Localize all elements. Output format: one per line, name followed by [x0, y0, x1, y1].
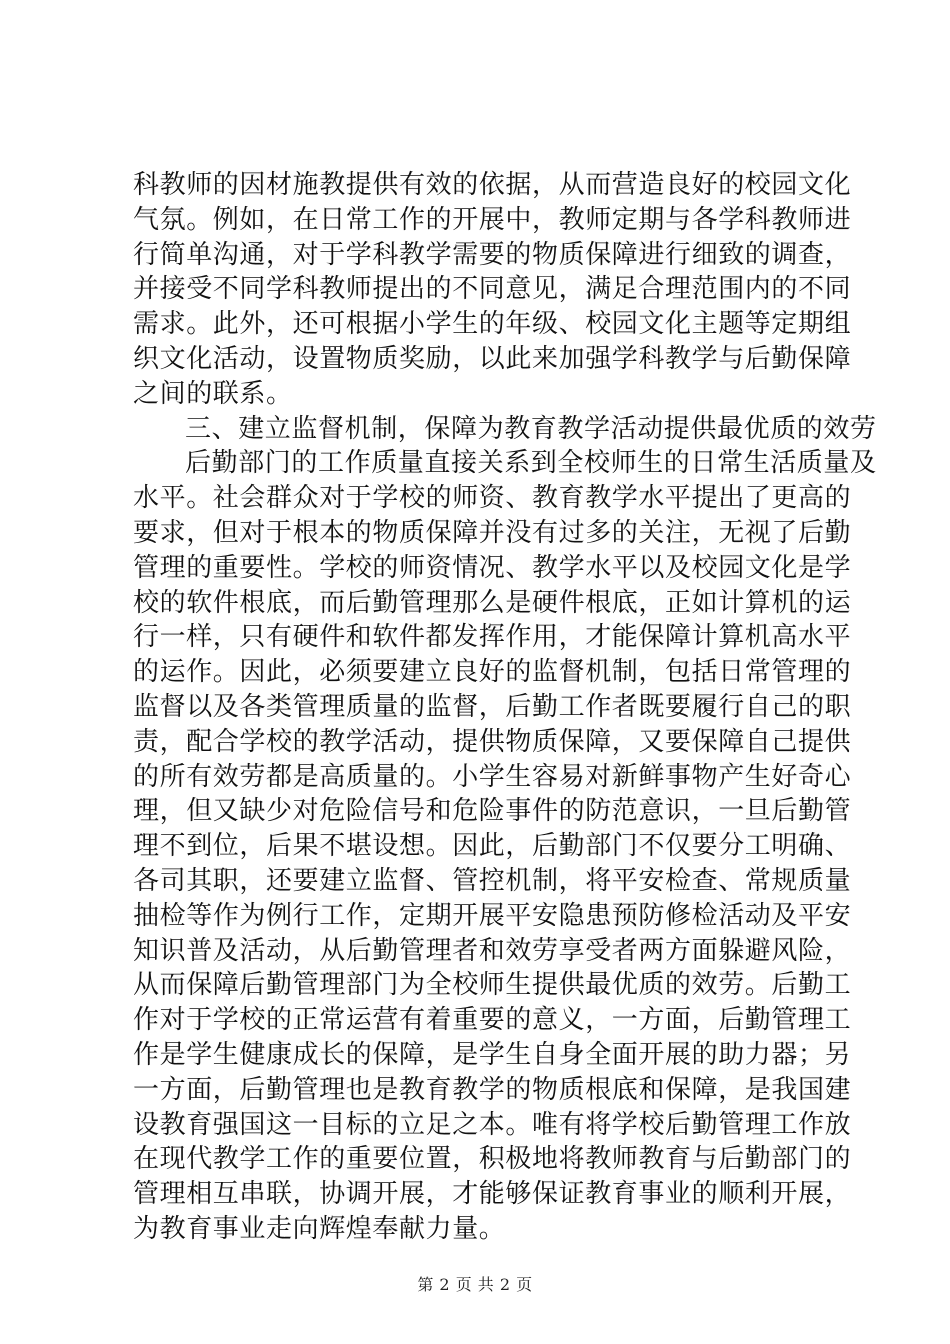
text-line: 作对于学校的正常运营有着重要的意义，一方面，后勤管理工	[133, 1005, 852, 1036]
text-line: 校的软件根底，而后勤管理那么是硬件根底，正如计算机的运	[133, 587, 852, 618]
text-line: 为教育事业走向辉煌奉献力量。	[133, 1213, 506, 1244]
text-line: 设教育强国这一目标的立足之本。唯有将学校后勤管理工作放	[133, 1109, 852, 1140]
text-line: 各司其职，还要建立监督、管控机制，将平安检查、常规质量	[133, 865, 852, 896]
text-line: 理不到位，后果不堪设想。因此，后勤部门不仅要分工明确、	[133, 831, 852, 862]
section-heading: 三、建立监督机制，保障为教育教学活动提供最优质的效劳	[185, 413, 877, 444]
text-line: 要求，但对于根本的物质保障并没有过多的关注，无视了后勤	[133, 517, 852, 548]
text-line: 行简单沟通，对于学科教学需要的物质保障进行细致的调查，	[133, 239, 852, 270]
text-line: 并接受不同学科教师提出的不同意见，满足合理范围内的不同	[133, 274, 852, 305]
body-text	[133, 168, 877, 1247]
text-line: 管理的重要性。学校的师资情况、教学水平以及校园文化是学	[133, 552, 852, 583]
text-line: 水平。社会群众对于学校的师资、教育教学水平提出了更高的	[133, 483, 852, 514]
text-line: 知识普及活动，从后勤管理者和效劳享受者两方面躲避风险，	[133, 935, 852, 966]
text-line: 的运作。因此，必须要建立良好的监督机制，包括日常管理的	[133, 657, 852, 688]
text-line: 科教师的因材施教提供有效的依据，从而营造良好的校园文化	[133, 170, 852, 200]
text-line: 作是学生健康成长的保障，是学生自身全面开展的助力器；另	[133, 1039, 852, 1070]
text-line: 行一样，只有硬件和软件都发挥作用，才能保障计算机高水平	[133, 622, 852, 653]
text-line: 管理相互串联，协调开展，才能够保证教育事业的顺利开展，	[133, 1179, 852, 1210]
text-line: 需求。此外，还可根据小学生的年级、校园文化主题等定期组	[133, 309, 852, 340]
text-line: 在现代教学工作的重要位置，积极地将教师教育与后勤部门的	[133, 1144, 852, 1175]
text-line: 一方面，后勤管理也是教育教学的物质根底和保障，是我国建	[133, 1074, 852, 1105]
text-line: 监督以及各类管理质量的监督，后勤工作者既要履行自己的职	[133, 691, 852, 722]
text-line: 从而保障后勤管理部门为全校师生提供最优质的效劳。后勤工	[133, 970, 852, 1001]
text-line: 的所有效劳都是高质量的。小学生容易对新鲜事物产生好奇心	[133, 761, 852, 792]
page-number-footer: 第 2 页 共 2 页	[417, 1275, 533, 1294]
text-line: 抽检等作为例行工作，定期开展平安隐患预防修检活动及平安	[133, 900, 852, 931]
text-line: 织文化活动，设置物质奖励，以此来加强学科教学与后勤保障	[133, 343, 852, 374]
text-line: 之间的联系。	[133, 378, 293, 409]
text-line: 责，配合学校的教学活动，提供物质保障，又要保障自己提供	[133, 726, 852, 757]
text-line: 气氛。例如，在日常工作的开展中，教师定期与各学科教师进	[133, 204, 852, 235]
paragraph-first-line: 后勤部门的工作质量直接关系到全校师生的日常生活质量及	[185, 448, 877, 479]
text-line: 理，但又缺少对危险信号和危险事件的防范意识，一旦后勤管	[133, 796, 852, 827]
